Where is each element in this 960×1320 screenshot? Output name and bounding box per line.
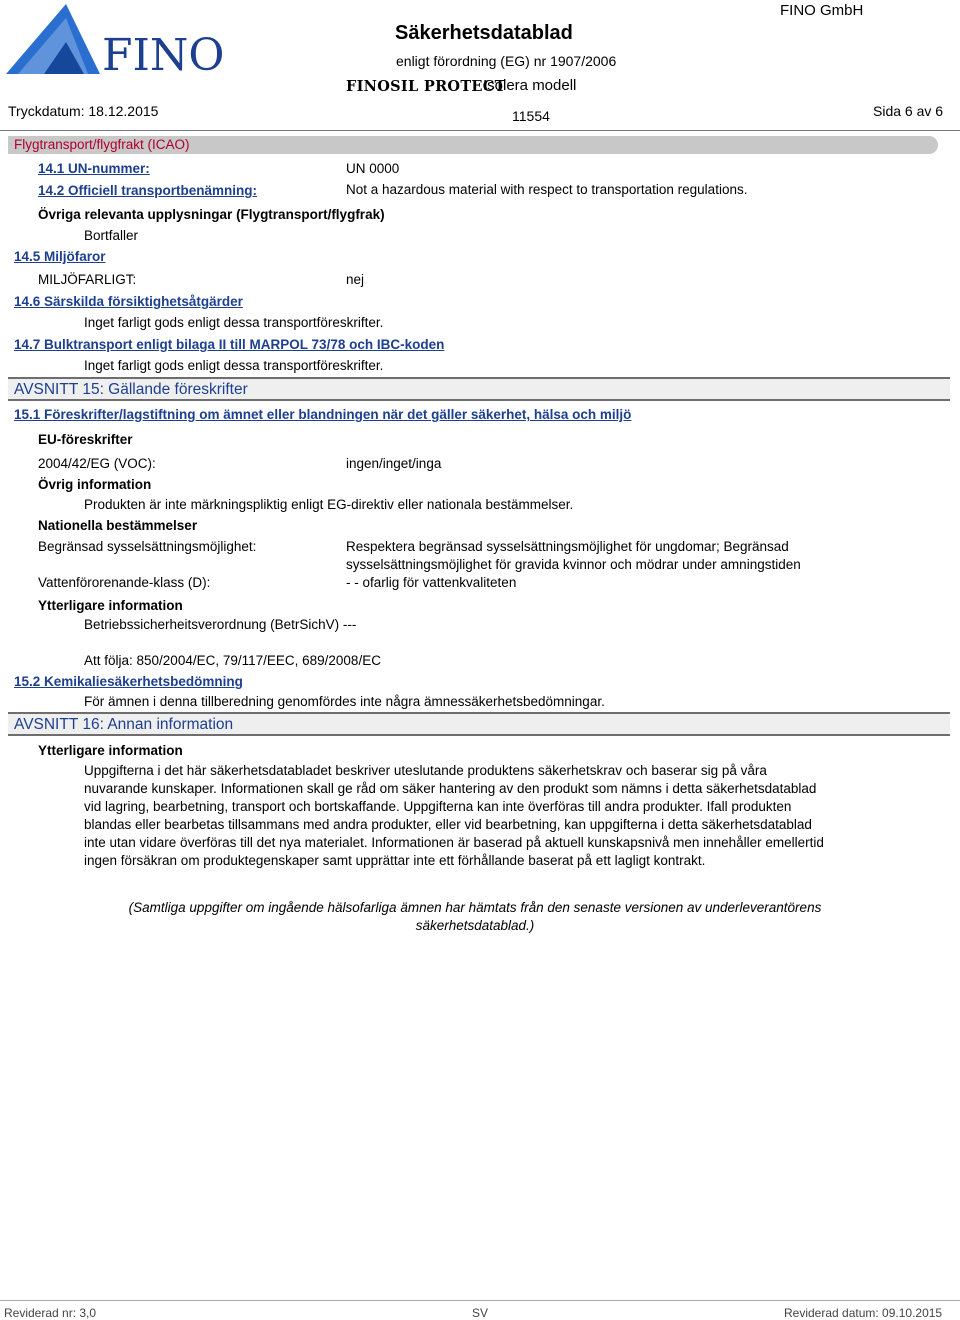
employment-restriction-label: Begränsad sysselsättningsmöjlighet:: [38, 539, 257, 554]
un-number-value: UN 0000: [346, 161, 400, 176]
compliance-text: Att följa: 850/2004/EC, 79/117/EEC, 689/2008/EC: [84, 653, 381, 668]
fino-logo: [4, 2, 225, 81]
national-regulations-heading: Nationella bestämmelser: [38, 518, 198, 533]
disclaimer-paragraph: Uppgifterna i det här säkerhetsdatabladet beskriver uteslutande produktens säkerhetskrav och baserar sig på våra nuvarande kunskaper. Informationen skall ge råd om säker hantering av den produkt som nämns i detta säkerhetsdatablad vid lagring, bearbetning, transport och bortskaffande. Uppgifterna kan inte överföras till andra produkter. Ifall produkten blandas eller bearbetas tillsammans med andra produkter, eller vid bearbetning, kan uppgifterna i detta säkerhetsdatablad inte utan vidare överföras till det nya materialet. Informationen är baserad på aktuell kunskapsnivå men innehåller emellertid ingen försäkran om produktegenskaper samt upprättar inte ett förhållande baserat på ett lagligt kontrakt.: [84, 763, 824, 868]
section-16-further-heading: Ytterligare information: [38, 743, 183, 758]
header-divider: [0, 130, 960, 131]
chemical-safety-heading: 15.2 Kemikaliesäkerhetsbedömning: [14, 674, 243, 689]
other-info-value: Bortfaller: [84, 228, 139, 243]
company-name: FINO GmbH: [780, 2, 864, 19]
employment-restriction-value-line2: sysselsättningsmöjlighet för gravida kvinnor och mödrar under amningstiden: [346, 557, 801, 572]
print-date: Tryckdatum: 18.12.2015: [8, 103, 159, 119]
section-16-title: AVSNITT 16: Annan information: [14, 716, 234, 733]
revision-date: Reviderad datum: 09.10.2015: [784, 1306, 943, 1320]
regulation-text: enligt förordning (EG) nr 1907/2006: [396, 53, 617, 69]
bulk-transport-heading: 14.7 Bulktransport enligt bilaga II till MARPOL 73/78 och IBC-koden: [14, 337, 445, 352]
brand-text: FINO: [102, 30, 225, 81]
product-name: Isolera modell: [483, 77, 577, 94]
page-number: Sida 6 av 6: [873, 103, 944, 119]
language-code: SV: [472, 1306, 489, 1320]
section-15-title: AVSNITT 15: Gällande föreskrifter: [14, 381, 248, 398]
voc-value: ingen/inget/inga: [346, 456, 442, 471]
other-information-text: Produkten är inte märkningspliktig enligt EG-direktiv eller nationala bestämmelser.: [84, 497, 574, 512]
shipping-name-label: 14.2 Officiell transportbenämning:: [38, 183, 258, 198]
product-brand: FINOSIL PROTECT: [346, 78, 506, 95]
betrsichv-text: Betriebssicherheitsverordnung (BetrSichV) ---: [84, 617, 357, 632]
other-info-label: Övriga relevanta upplysningar (Flygtransport/flygfrak): [38, 207, 385, 222]
regulations-heading: 15.1 Föreskrifter/lagstiftning om ämnet eller blandningen när det gäller säkerhet, hälsa och miljö: [14, 407, 632, 422]
document-title: Säkerhetsdatablad: [395, 22, 573, 44]
special-precautions-heading: 14.6 Särskilda försiktighetsåtgärder: [14, 294, 243, 309]
employment-restriction-value-line1: Respektera begränsad sysselsättningsmöjlighet för ungdomar; Begränsad: [346, 539, 789, 554]
section-16-bar: [8, 712, 950, 736]
further-information-heading: Ytterligare information: [38, 598, 183, 613]
env-hazard-value: nej: [346, 272, 365, 287]
chemical-safety-text: För ämnen i denna tillberedning genomfördes inte några ämnessäkerhetsbedömningar.: [84, 694, 605, 709]
section-15-bar: [8, 377, 950, 401]
supplier-note: (Samtliga uppgifter om ingående hälsofarliga ämnen har hämtats från den senaste versionen av underleverantörens säkerhetsdatablad.): [128, 900, 822, 933]
voc-label: 2004/42/EG (VOC):: [38, 456, 156, 471]
other-information-heading: Övrig information: [38, 477, 152, 492]
revision-number: Reviderad nr: 3,0: [4, 1306, 97, 1320]
water-hazard-value: - - ofarlig för vattenkvaliteten: [346, 575, 517, 590]
water-hazard-label: Vattenförorenande-klass (D):: [38, 575, 211, 590]
env-hazards-heading: 14.5 Miljöfaror: [14, 249, 106, 264]
icao-heading: Flygtransport/flygfrakt (ICAO): [14, 137, 190, 152]
env-hazard-label: MILJÖFARLIGT:: [38, 272, 137, 287]
bulk-transport-text: Inget farligt gods enligt dessa transportföreskrifter.: [84, 358, 384, 373]
product-number: 11554: [512, 108, 550, 124]
un-number-label: 14.1 UN-nummer:: [38, 161, 150, 176]
shipping-name-value: Not a hazardous material with respect to transportation regulations.: [346, 182, 748, 197]
footer-divider: [0, 1300, 960, 1301]
special-precautions-text: Inget farligt gods enligt dessa transportföreskrifter.: [84, 315, 384, 330]
eu-regulations-heading: EU-föreskrifter: [38, 432, 133, 447]
